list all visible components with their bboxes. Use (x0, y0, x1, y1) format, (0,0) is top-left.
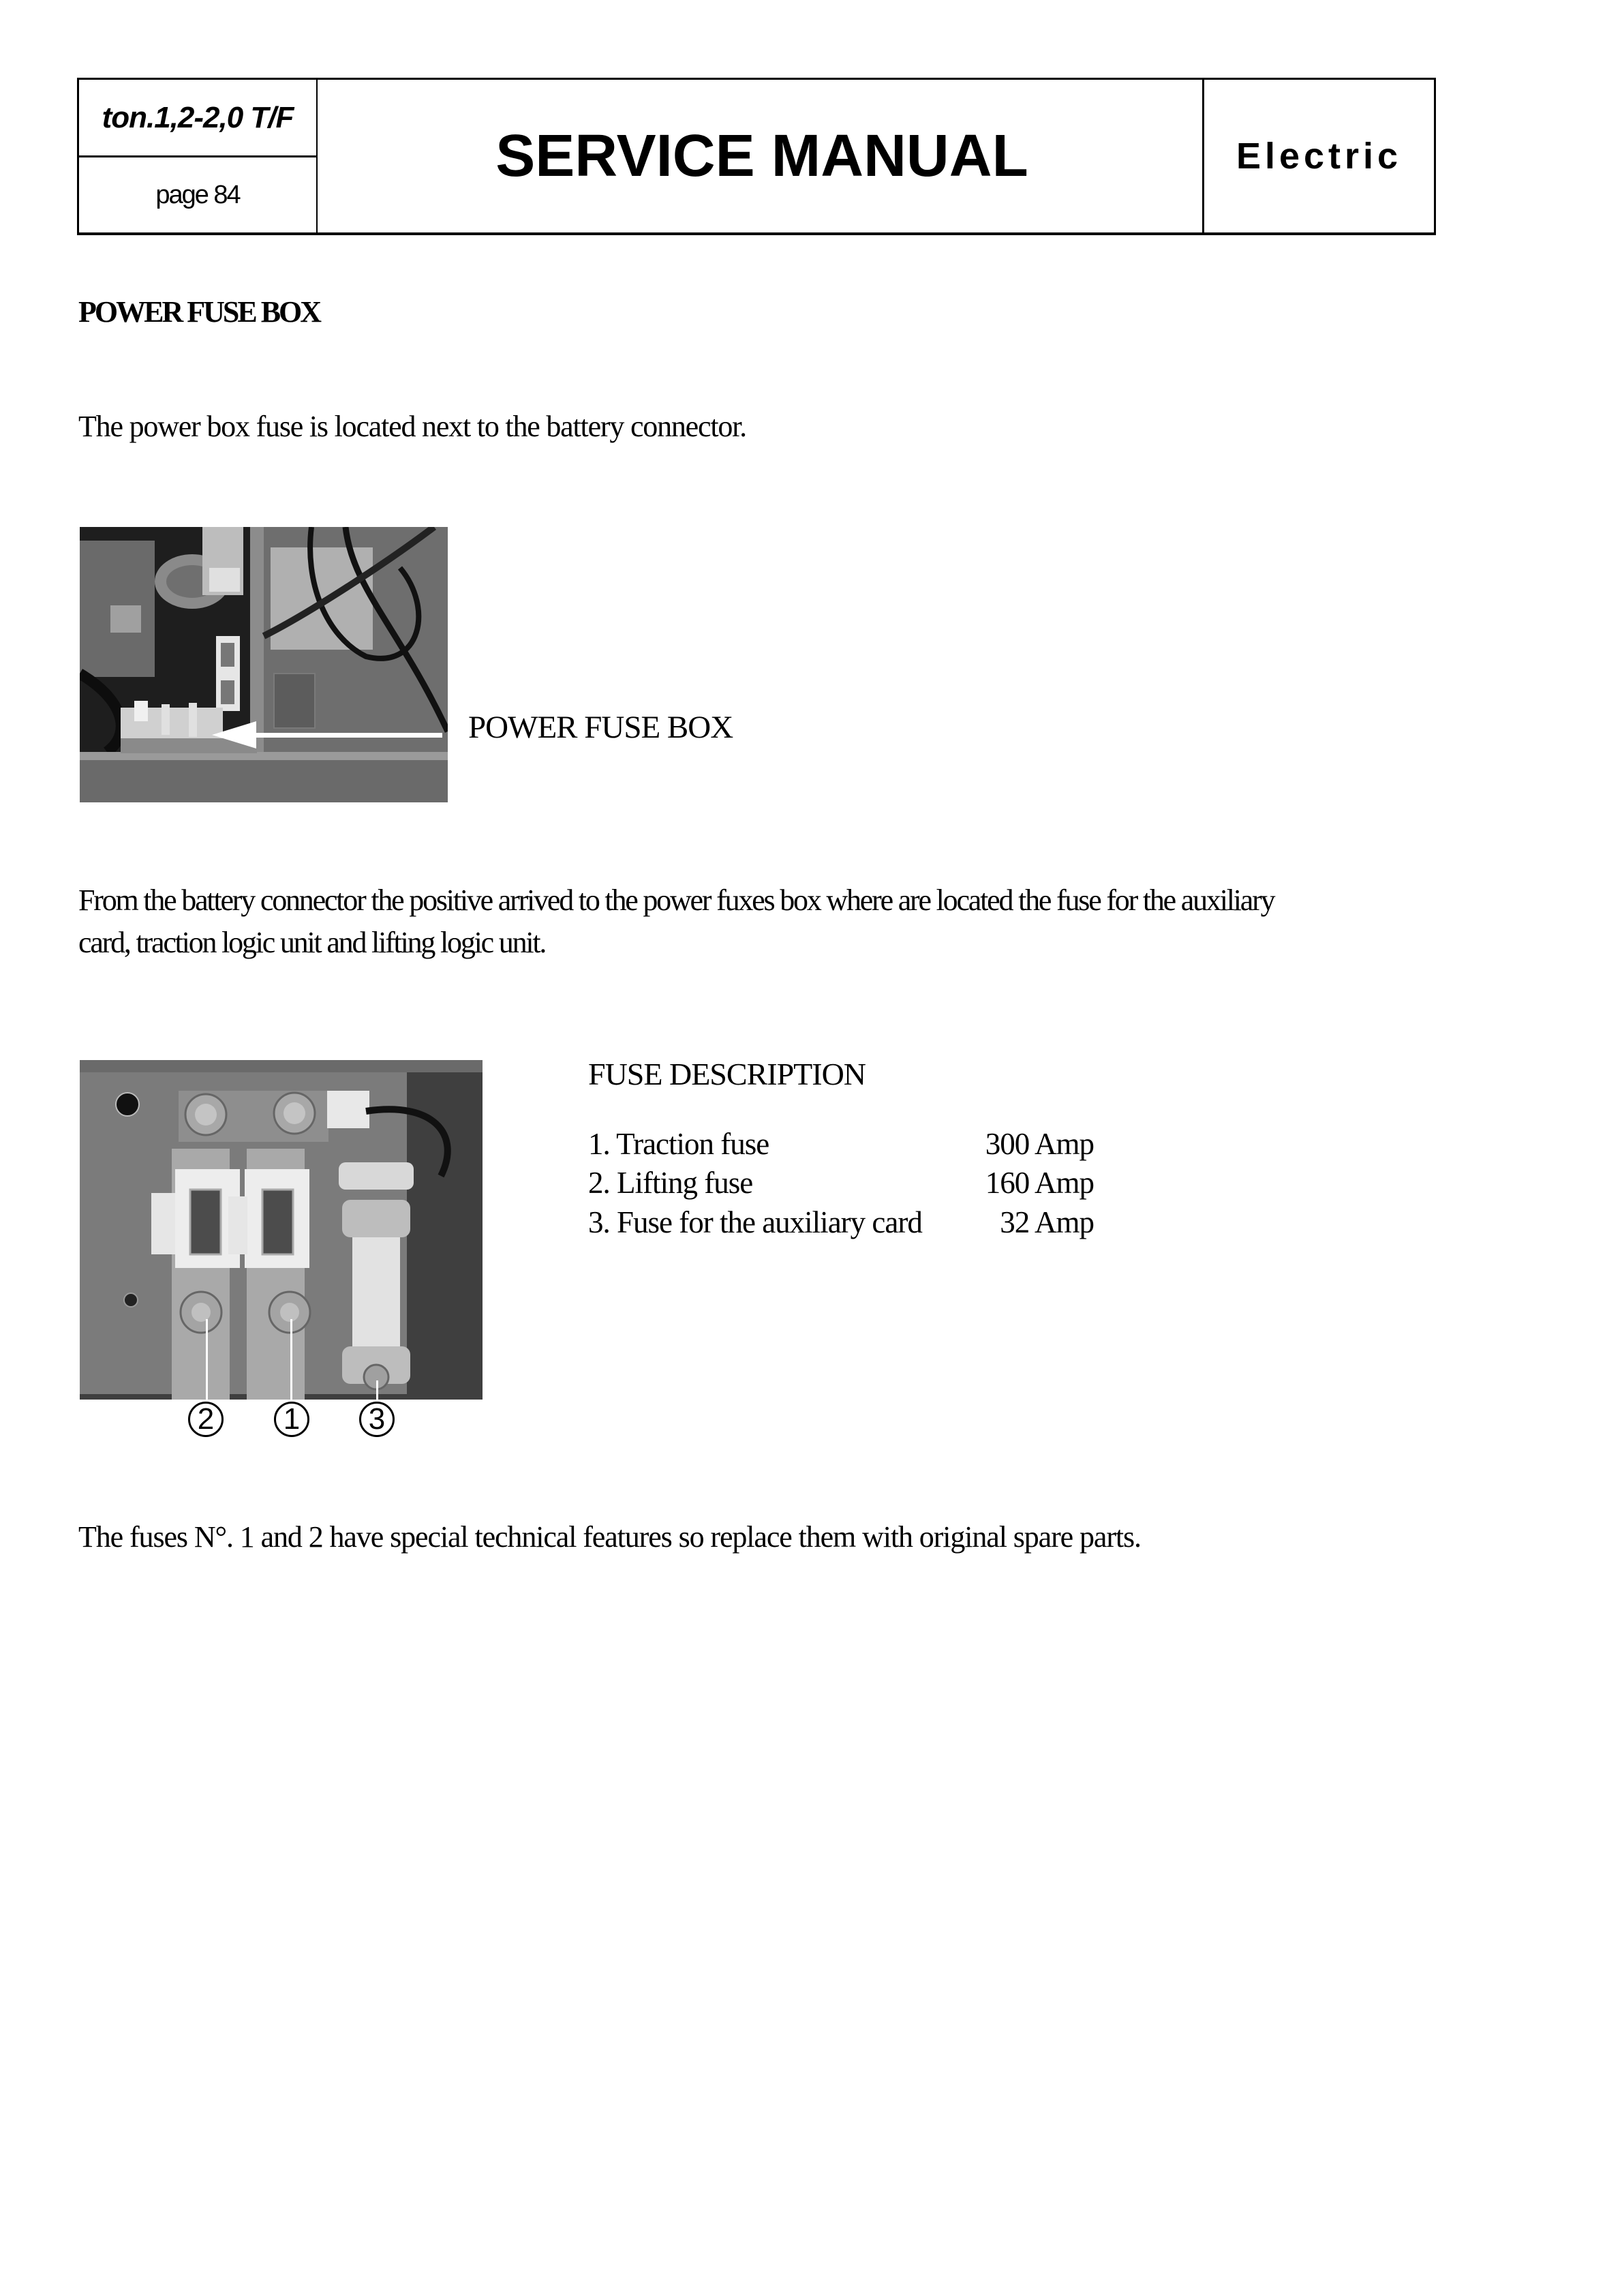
description-line: card, traction logic unit and lifting logic unit. (78, 926, 546, 959)
page-number: page 84 (155, 180, 240, 209)
compartment-photo-image (80, 527, 448, 802)
fuse-board-image (80, 1060, 483, 1400)
document-title: SERVICE MANUAL (495, 123, 1028, 189)
fuse-box-location-photo (80, 527, 448, 802)
fuse-rating: 160 Amp (985, 1166, 1094, 1200)
section-heading: POWER FUSE BOX (78, 295, 320, 329)
callout-3: 3 (359, 1402, 395, 1437)
model-label: ton.1,2-2,0 T/F (79, 80, 316, 157)
fuse-rating: 32 Amp (1000, 1205, 1094, 1239)
fuse-row (588, 1203, 1094, 1241)
page-header (77, 78, 1436, 235)
fuse-rating: 300 Amp (985, 1127, 1094, 1161)
fuse-row (588, 1164, 1094, 1202)
fuse-name: 1. Traction fuse (588, 1127, 769, 1161)
description-paragraph (78, 879, 1274, 964)
fuse-box-label: POWER FUSE BOX (468, 710, 733, 745)
fuse-name: 2. Lifting fuse (588, 1166, 753, 1200)
description-line: From the battery connector the positive arrived to the power fuxes box where are located the fuse for the auxiliary (78, 883, 1274, 917)
callout-1: 1 (274, 1402, 309, 1437)
intro-paragraph: The power box fuse is located next to the battery connector. (78, 410, 746, 443)
fuse-board-photo (80, 1060, 483, 1400)
fuse-description-title: FUSE DESCRIPTION (588, 1057, 866, 1091)
replacement-note: The fuses N°. 1 and 2 have special technical features so replace them with original spare parts. (78, 1520, 1141, 1554)
fuse-name: 3. Fuse for the auxiliary card (588, 1205, 922, 1239)
section-label: Electric (1202, 80, 1434, 232)
header-left-cell (79, 80, 318, 232)
callout-2: 2 (188, 1402, 224, 1437)
fuse-row (588, 1125, 1094, 1163)
